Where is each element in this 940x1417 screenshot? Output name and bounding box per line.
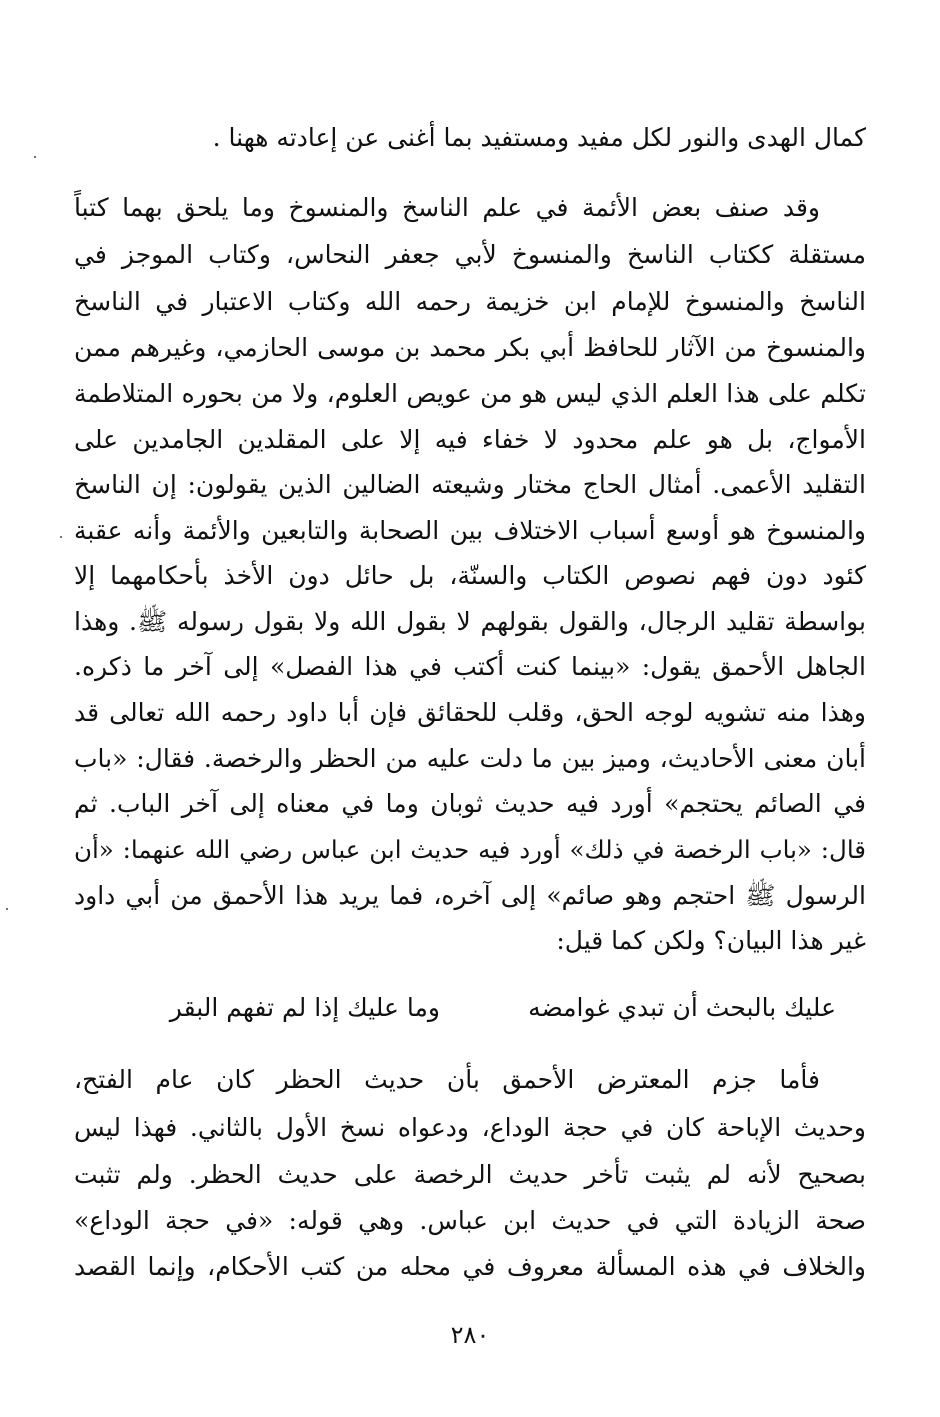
text-line: كمال الهدى والنور لكل مفيد ومستفيد بما أغنى عن إعادته ههنا . [212,123,866,152]
text-line: في الصائم يحتجم» أورد فيه حديث ثوبان وما في معناه إلى آخر الباب. ثم [74,789,866,818]
text-line: والمنسوخ هو أوسع أسباب الاختلاف بين الصحابة والتابعين والأئمة وأنه عقبة [74,516,866,545]
text-line: بصحيح لأنه لم يثبت تأخر حديث الرخصة على حديث الحظر. ولم تثبت [74,1160,866,1189]
text-line: والمنسوخ من الآثار للحافظ أبي بكر محمد بن موسى الحازمي، وغيرهم ممن [74,333,866,362]
text-line: الجاهل الأحمق يقول: «بينما كنت أكتب في هذا الفصل» إلى آخر ما ذكره. [74,652,866,681]
text-line: صحة الزيادة التي في حديث ابن عباس. وهي قوله: «في حجة الوداع» [74,1206,866,1235]
scan-speck [60,536,62,538]
text-line: وهذا منه تشويه لوجه الحق، وقلب للحقائق فإن أبا داود رحمه الله تعالى قد [74,698,866,727]
text-line: مستقلة ككتاب الناسخ والمنسوخ لأبي جعفر النحاس، وكتاب الموجز في [74,240,866,269]
verse-first-hemistich: عليك بالبحث أن تبدي غوامضه [528,993,836,1022]
paragraph-first-line: فأما جزم المعترض الأحمق بأن حديث الحظر كان عام الفتح، [74,1065,820,1094]
text-line: غير هذا البيان؟ ولكن كما قيل: [556,926,866,955]
scan-speck [34,156,36,158]
text-line: والخلاف في هذه المسألة معروف في محله من كتب الأحكام، وإنما القصد [74,1252,866,1281]
verse-second-hemistich: وما عليك إذا لم تفهم البقر [169,993,440,1022]
text-line: أبان معنى الأحاديث، وميز بين ما دلت عليه من الحظر والرخصة. فقال: «باب [74,744,866,773]
text-line: التقليد الأعمى. أمثال الحاج مختار وشيعته الضالين الذين يقولون: إن الناسخ [74,470,866,499]
text-line: قال: «باب الرخصة في ذلك» أورد فيه حديث ابن عباس رضي الله عنهما: «أن [74,835,866,864]
text-line: الأمواج، بل هو علم محدود لا خفاء فيه إلا على المقلدين الجامدين على [74,425,866,454]
text-line: تكلم على هذا العلم الذي ليس هو من عويص العلوم، ولا من بحوره المتلاطمة [74,379,866,408]
scan-speck [6,908,8,910]
paragraph-first-line: وقد صنف بعض الأئمة في علم الناسخ والمنسوخ وما يلحق بهما كتباً [74,193,820,222]
text-line: بواسطة تقليد الرجال، والقول بقولهم لا بقول الله ولا بقول رسوله ﷺ. وهذا [74,607,866,636]
page-number: ٢٨٠ [450,1321,490,1349]
text-line: الرسول ﷺ احتجم وهو صائم» إلى آخره، فما يريد هذا الأحمق من أبي داود [74,881,866,910]
text-line: كئود دون فهم نصوص الكتاب والسنّة، بل حائل دون الأخذ بأحكامهما إلا [74,561,866,590]
text-line: وحديث الإباحة كان في حجة الوداع، ودعواه نسخ الأول بالثاني. فهذا ليس [74,1113,866,1142]
text-line: الناسخ والمنسوخ للإمام ابن خزيمة رحمه الله وكتاب الاعتبار في الناسخ [74,287,866,316]
